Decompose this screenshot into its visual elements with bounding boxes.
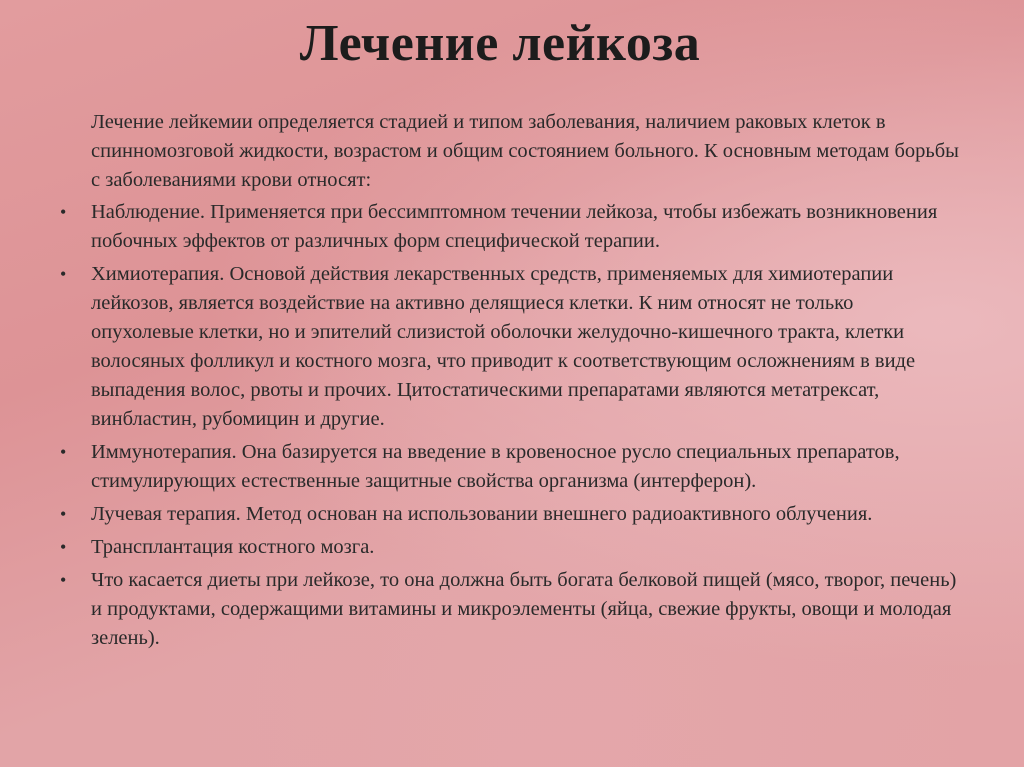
bullet-icon: •: [60, 537, 67, 557]
bullet-icon: •: [60, 442, 67, 462]
list-item: [56, 260, 961, 434]
list-item: [56, 533, 961, 562]
list-item-text: Наблюдение. Применяется при бессимптомном течении лейкоза, чтобы избежать возникновения побочных эффектов от различных форм специфической терапии.: [91, 201, 938, 252]
list-item-text: Что касается диеты при лейкозе, то она должна быть богата белковой пищей (мясо, творог, печень) и продуктами, содержащими витамины и микроэлементы (яйца, свежие фрукты, овощи и молодая зелень).: [91, 569, 957, 649]
list-item-text: Лучевая терапия. Метод основан на использовании внешнего радиоактивного облучения.: [91, 503, 873, 525]
bullet-icon: •: [60, 570, 67, 590]
bullet-icon: •: [60, 504, 67, 524]
intro-paragraph: Лечение лейкемии определяется стадией и типом заболевания, наличием раковых клеток в спинномозговой жидкости, возрастом и общим состоянием больного. К основным методам борьбы с заболеваниями крови относят:: [91, 111, 959, 191]
list-item-text: Трансплантация костного мозга.: [91, 536, 375, 558]
list-item: [56, 566, 961, 653]
list-item: [56, 198, 961, 256]
treatment-list: [56, 198, 961, 653]
bullet-icon: •: [60, 264, 67, 284]
slide-title: Лечение лейкоза: [299, 15, 701, 72]
list-item: [56, 438, 961, 496]
list-item-text: Иммунотерапия. Она базируется на введение в кровеносное русло специальных препаратов, стимулирующих естественные защитные свойства организма (интерферон).: [91, 441, 900, 492]
slide-body: [56, 108, 961, 657]
list-item-text: Химиотерапия. Основой действия лекарственных средств, применяемых для химиотерапии лейкозов, является воздействие на активно делящиеся клетки. К ним относят не только опухолевые клетки, но и эпителий слизистой оболочки желудочно-кишечного тракта, клетки волосяных фолликул и костного мозга, что приводит к соответствующим осложнениям в виде выпадения волос, рвоты и прочих. Цитостатическими препаратами являются метатрексат, винбластин, рубомицин и другие.: [91, 263, 916, 430]
bullet-icon: •: [60, 202, 67, 222]
list-item: [56, 500, 961, 529]
